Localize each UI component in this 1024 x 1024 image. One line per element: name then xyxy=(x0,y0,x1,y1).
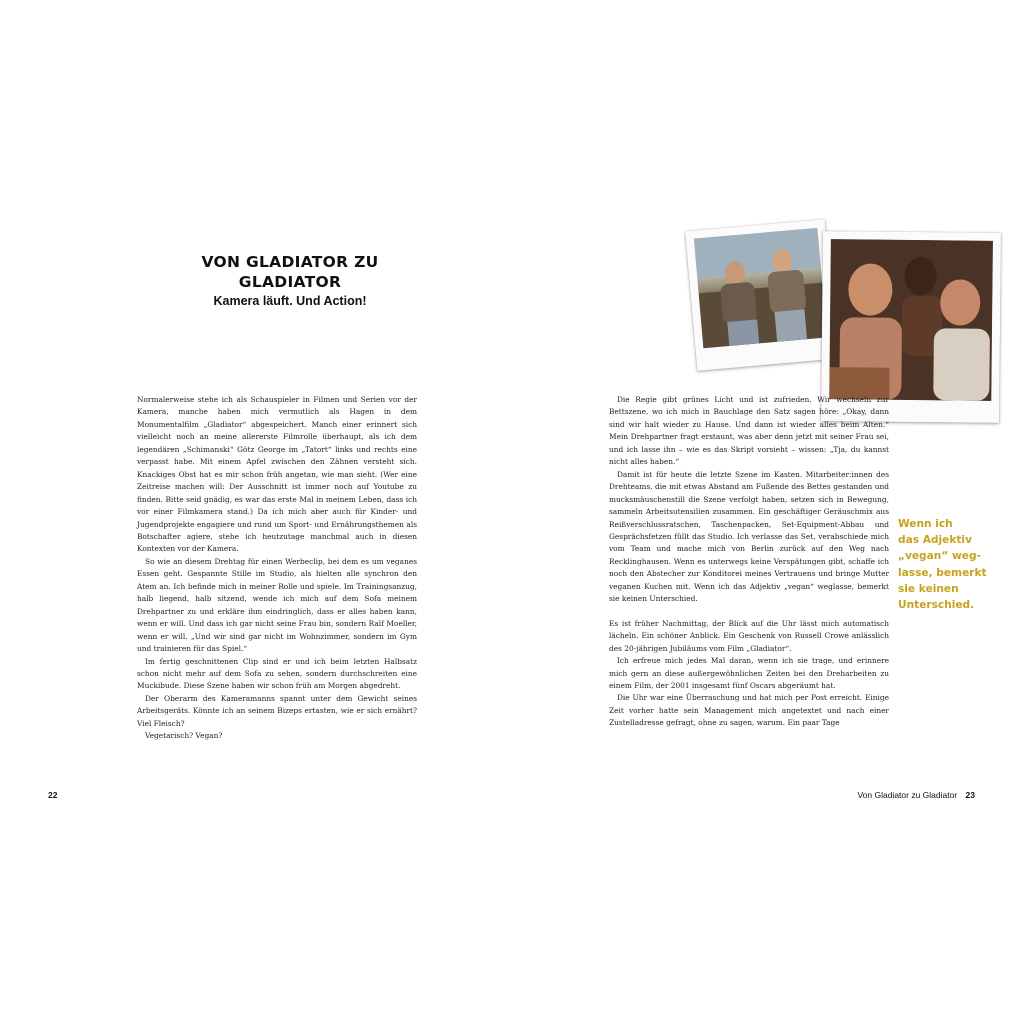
pull-quote-line: lasse, bemerkt xyxy=(898,566,987,579)
paragraph: Es ist früher Nachmittag, der Blick auf die Uhr lässt mich automatisch lächeln. Ein schöner Anblick. Ein Geschenk von Russell Crowe anlässlich des 20-jährigen Jubiläums vom Film „Gladiator“. xyxy=(609,618,889,653)
paragraph: So wie an diesem Drehtag für einen Werbeclip, bei dem es um veganes Essen geht. Gespannte Stille im Studio, als hielten alle synchron den Atem an. Ich befinde mich in meiner Rolle und spiele. Im Trainingsanzug, halb liegend, halb sitzend, wende ich mich auf dem Sofa meinem Drehpartner zu und erkläre ihm eindringlich, dass er alles haben kann, wenn er will. Und dass ich gar nicht seine Frau bin, sondern Ralf Moeller, wenn er will. „Und wir sind gar nicht im Wohnzimmer, sondern im Gym und trainieren für das Spiel.“ xyxy=(137,556,417,654)
pull-quote-line: Unterschied. xyxy=(898,599,975,612)
polaroid-photo-small xyxy=(685,219,837,371)
paragraph: Die Regie gibt grünes Licht und ist zufrieden. Wir wechseln zur Bettszene, wo ich mich in Bauchlage den Satz sagen höre: „Okay, dann sind wir halt wieder zu Hause. Und dann ist wieder alles beim Alten.“ Mein Drehpartner fragt erstaunt, was aber denn jetzt mit seiner Frau sei, und ich lasse ihn – wie es das Skript vorsieht – wissen: „Tja, du kannst nicht alles haben.“ xyxy=(609,395,889,467)
chapter-title: VON GLADIATOR ZU GLADIATOR xyxy=(201,253,379,291)
page-footer-left xyxy=(48,790,57,800)
paragraph: Im fertig geschnittenen Clip sind er und ich beim letzten Halbsatz schon nicht mehr auf dem Sofa zu sehen, sondern durchschreiten eine Muckibude. Diese Szene haben wir schon früh am Morgen abgedreht. xyxy=(137,656,417,691)
pull-quote-line: sie keinen xyxy=(898,582,959,595)
paragraph: Normalerweise stehe ich als Schauspieler in Filmen und Serien vor der Kamera, manche haben mich vermutlich als Hagen in dem Monumentalfilm „Gladiator“ abgespeichert. Manch einer erinnert sich vielleicht noch an meine allererste Filmrolle überhaupt, als ich dem legendären „Schimanski“ Götz George im „Tatort“ links und rechts eine verpasst habe. Mit einem Apfel zwischen den Zähnen versteht sich. Knackiges Obst hat es mir schon früh angetan, wie man sieht. (Wer eine Zeitreise machen will: Der Ausschnitt ist immer noch auf Youtube zu finden. Bitte seid gnädig, es war das erste Mal in meinem Leben, dass ich vor einer Filmkamera stand.) Da ich mich aber auch für Kinder- und Jugendprojekte engagiere und rund um Sport- und Ernährungsthemen als Botschafter agiere, stehe ich heutzutage manchmal auch in diesen Kontexten vor der Kamera. xyxy=(137,395,417,554)
paragraph: Damit ist für heute die letzte Szene im Kasten. Mitarbeiter:innen des Drehteams, die mit etwas Abstand am Fußende des Bettes gestanden und mucksmäuschenstill die Szene verfolgt haben, setzen sich in Bewegung, sammeln Arbeitsutensilien zusammen. Ein geschäftiger Geräuschmix aus Reißverschlussratschen, Taschenpacken, Set-Equipment-Abbau und Gesprächsfetzen füllt das Studio. Ich verlasse das Set, verabschiede mich vom Team und mache mich von Berlin zurück auf den Weg nach Recklinghausen. Wenn es unterwegs keine Verspätungen gibt, schaffe ich noch den Abstecher zur Konditorei meines Vertrauens und bringe Mutter veganen Kuchen mit. Wenn ich das Adjektiv „vegan“ weglasse, bemerkt sie keinen Unterschied. xyxy=(609,469,889,604)
pull-quote-line: Wenn ich xyxy=(898,518,953,530)
pull-quote xyxy=(898,516,994,613)
paragraph: Die Uhr war eine Überraschung und hat mich per Post erreicht. Einige Zeit vorher hatte sein Management mich angetextet und nach einer Zustelladresse gefragt, ohne zu sagen, warum. Ein paar Tage xyxy=(609,693,889,728)
running-title: Von Gladiator zu Gladiator xyxy=(857,790,958,800)
left-body-text xyxy=(137,394,417,743)
page-number: 23 xyxy=(965,790,975,800)
page-number: 22 xyxy=(48,790,58,800)
photo-two-actors xyxy=(694,228,827,348)
chapter-subtitle: Kamera läuft. Und Action! xyxy=(213,294,367,308)
right-body-text xyxy=(609,394,889,730)
photo-three-gladiators xyxy=(829,239,993,401)
pull-quote-line: das Adjektiv xyxy=(898,534,972,547)
page-footer-right xyxy=(857,790,975,800)
paragraph: Der Oberarm des Kameramanns spannt unter dem Gewicht seines Arbeitsgeräts. Könnte ich an seinem Bizeps ertasten, wie er sich ernährt? Viel Fleisch? xyxy=(137,693,417,728)
pull-quote-line: „vegan“ weg- xyxy=(898,550,981,563)
paragraph: Ich erfreue mich jedes Mal daran, wenn ich sie trage, und erinnere mich gern an diese außergewöhnlichen Zeiten bei den Dreharbeiten zu einem Film, der 2001 insgesamt fünf Oscars abgeräumt hat. xyxy=(609,656,889,690)
paragraph: Vegetarisch? Vegan? xyxy=(145,731,223,741)
